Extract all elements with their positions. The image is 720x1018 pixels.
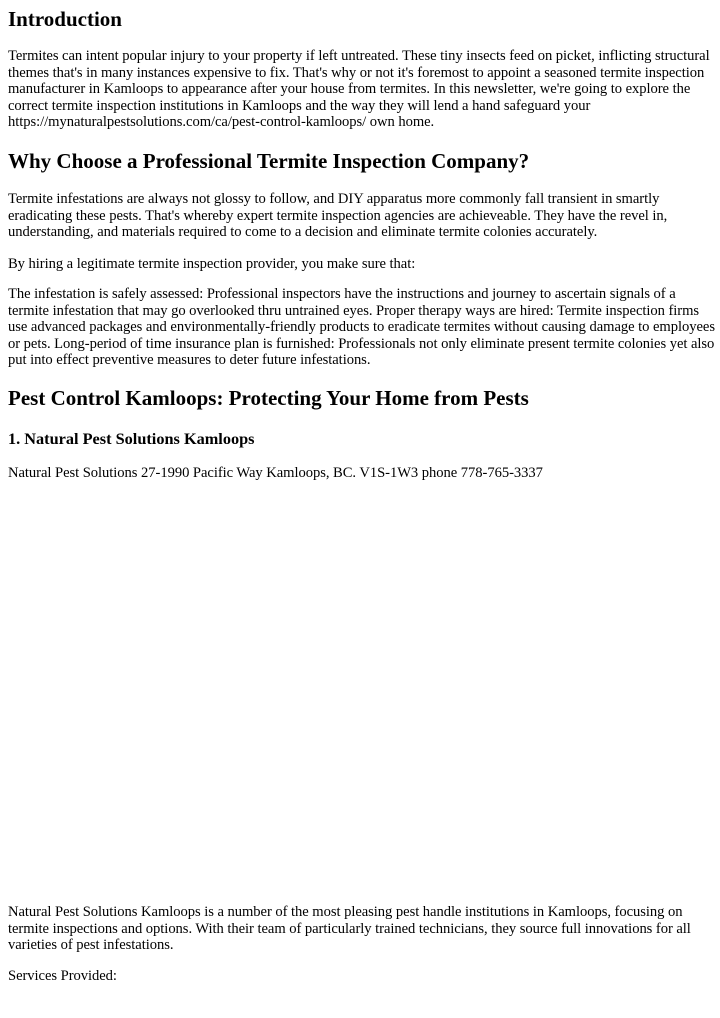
heading-why-choose: Why Choose a Professional Termite Inspection Company? — [8, 149, 530, 173]
company-address: Natural Pest Solutions 27-1990 Pacific Way Kamloops, BC. V1S-1W3 phone 778-765-3337 — [8, 465, 543, 481]
heading-introduction: Introduction — [8, 7, 122, 31]
embedded-map-frame[interactable] — [8, 490, 608, 890]
heading-company-1: 1. Natural Pest Solutions Kamloops — [8, 429, 255, 448]
company-description: Natural Pest Solutions Kamloops is a number of the most pleasing pest handle institutions in Kamloops, focusing on termite inspections and options. With their team of particularly trained technicians, they source full innovations for all varieties of pest infestations. — [8, 904, 691, 954]
why-choose-paragraph-2: By hiring a legitimate termite inspection provider, you make sure that: — [8, 256, 416, 272]
services-provided-label: Services Provided: — [8, 968, 117, 984]
why-choose-paragraph-1: Termite infestations are always not glossy to follow, and DIY apparatus more commonly fall transient in smartly eradicating these pests. That's whereby expert termite inspection agencies are achieveable. They have the revel in, understanding, and materials required to come to a decision and eliminate termite colonies accurately. — [8, 191, 668, 241]
why-choose-paragraph-3: The infestation is safely assessed: Professional inspectors have the instructions and journey to ascertain signals of a termite infestation that may go overlooked thru untrained eyes. Proper therapy ways are hired: Termite inspection firms use advanced packages and environmentally-friendly products to eradicate termites without causing damage to employees or pets. Long-period of time insurance plan is furnished: Professionals not only eliminate present termite colonies yet also put into effect preventive measures to deter future infestations. — [8, 286, 715, 369]
intro-paragraph: Termites can intent popular injury to your property if left untreated. These tiny insects feed on picket, inflicting structural themes that's in many instances expensive to fix. That's why or not it's foremost to appoint a seasoned termite inspection manufacturer in Kamloops to appearance after your house from termites. In this newsletter, we're going to explore the correct termite inspection institutions in Kamloops and the way they will lend a hand safeguard your https://mynaturalpestsolutions.com/ca/pest-control-kamloops/ own home. — [8, 48, 710, 131]
heading-pest-control: Pest Control Kamloops: Protecting Your Home from Pests — [8, 386, 529, 410]
